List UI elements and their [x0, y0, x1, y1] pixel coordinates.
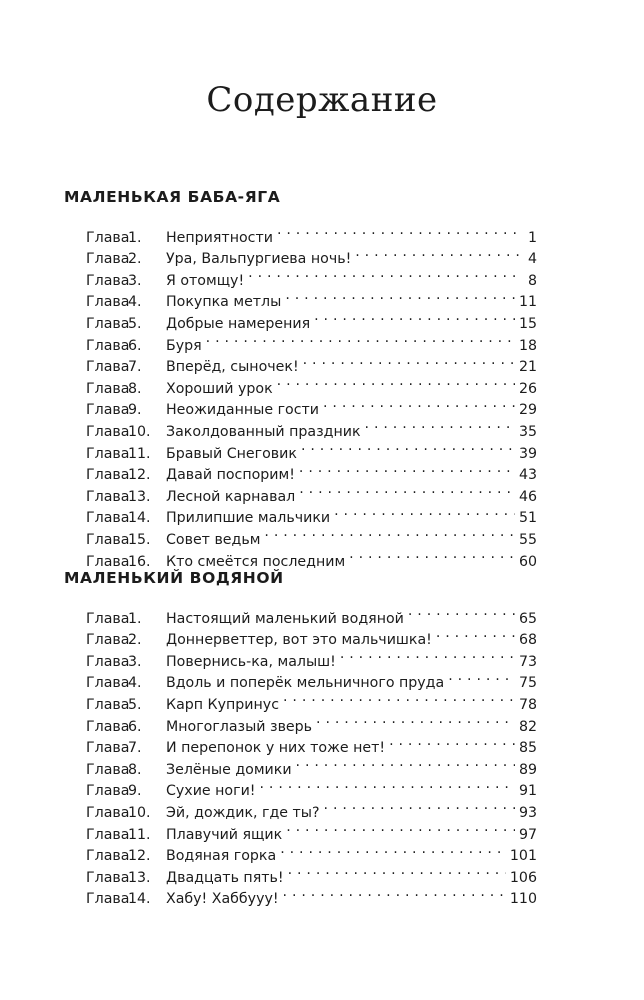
chapter-word: Глава	[86, 869, 130, 886]
chapter-number: 6.	[128, 718, 142, 735]
dot-leader	[323, 393, 515, 415]
chapter-word: Глава	[86, 229, 130, 246]
chapter-number: 15.	[128, 531, 151, 548]
chapter-number: 2.	[128, 251, 142, 268]
chapter-title: Вперёд, сыночек!	[166, 359, 299, 376]
dot-leader	[277, 220, 521, 242]
page-number: 4	[527, 251, 537, 268]
chapter-word: Глава	[86, 251, 130, 268]
page-number: 73	[518, 653, 537, 670]
dot-leader	[448, 666, 515, 688]
dot-leader	[301, 436, 515, 458]
dot-leader	[248, 263, 521, 285]
chapter-word: Глава	[86, 467, 130, 484]
chapter-list	[86, 220, 537, 570]
chapter-word: Глава	[86, 445, 130, 462]
page-number: 82	[518, 718, 537, 735]
chapter-title: Зелёные домики	[166, 761, 292, 778]
chapter-word: Глава	[86, 696, 130, 713]
dot-leader	[316, 709, 515, 731]
chapter-title: Заколдованный праздник	[166, 423, 361, 440]
dot-leader	[349, 544, 515, 566]
page-number: 26	[518, 380, 537, 397]
chapter-word: Глава	[86, 632, 130, 649]
chapter-title: Я отомщу!	[166, 272, 245, 289]
page-number: 97	[518, 826, 537, 843]
chapter-title: Сухие ноги!	[166, 783, 256, 800]
page-number: 18	[518, 337, 537, 354]
page-number: 11	[518, 294, 537, 311]
chapter-number: 6.	[128, 337, 142, 354]
chapter-title: Совет ведьм	[166, 531, 261, 548]
page-number: 78	[518, 696, 537, 713]
chapter-number: 13.	[128, 869, 151, 886]
chapter-number: 4.	[128, 675, 142, 692]
chapter-number: 13.	[128, 488, 151, 505]
dot-leader	[296, 752, 515, 774]
dot-leader	[206, 328, 515, 350]
dot-leader	[299, 458, 515, 480]
chapter-word: Глава	[86, 423, 130, 440]
chapter-title: Карп Купринус	[166, 696, 280, 713]
chapter-title: Кто смеётся последним	[166, 553, 346, 570]
page-number: 1	[527, 229, 537, 246]
chapter-number: 7.	[128, 740, 142, 757]
chapter-word: Глава	[86, 848, 130, 865]
chapter-word: Глава	[86, 653, 130, 670]
page-number: 46	[518, 488, 537, 505]
chapter-title: Ура, Вальпургиева ночь!	[166, 251, 352, 268]
chapter-number: 12.	[128, 848, 151, 865]
page-number: 21	[518, 359, 537, 376]
chapter-title: Давай поспорим!	[166, 467, 295, 484]
page-number: 68	[518, 632, 537, 649]
chapter-number: 2.	[128, 632, 142, 649]
chapter-word: Глава	[86, 359, 130, 376]
page-number: 60	[518, 553, 537, 570]
dot-leader	[264, 522, 515, 544]
chapter-number: 11.	[128, 445, 151, 462]
chapter-number: 14.	[128, 891, 151, 908]
section-malenkiy-vodyanoy	[64, 565, 544, 908]
chapter-number: 8.	[128, 380, 142, 397]
page-number: 35	[518, 423, 537, 440]
section-malenkaya-baba-yaga	[64, 184, 544, 570]
chapter-number: 1.	[128, 610, 142, 627]
chapter-number: 11.	[128, 826, 151, 843]
chapter-number: 10.	[128, 804, 151, 821]
chapter-title: Прилипшие мальчики	[166, 510, 331, 527]
page-number: 93	[518, 804, 537, 821]
chapter-number: 3.	[128, 272, 142, 289]
page-number: 106	[509, 869, 537, 886]
dot-leader	[280, 839, 506, 861]
chapter-title: Многоглазый зверь	[166, 718, 313, 735]
dot-leader	[355, 242, 521, 264]
chapter-word: Глава	[86, 891, 130, 908]
chapter-word: Глава	[86, 553, 130, 570]
chapter-word: Глава	[86, 315, 130, 332]
section-heading: МАЛЕНЬКАЯ БАБА-ЯГА	[64, 188, 281, 206]
dot-leader	[436, 623, 515, 645]
page-number: 110	[509, 891, 537, 908]
chapter-title: Покупка метлы	[166, 294, 282, 311]
chapter-word: Глава	[86, 488, 130, 505]
chapter-word: Глава	[86, 804, 130, 821]
dot-leader	[283, 687, 515, 709]
chapter-word: Глава	[86, 380, 130, 397]
chapter-title: Настоящий маленький водяной	[166, 610, 404, 627]
page-number: 85	[518, 740, 537, 757]
chapter-word: Глава	[86, 402, 130, 419]
chapter-word: Глава	[86, 826, 130, 843]
chapter-number: 7.	[128, 359, 142, 376]
page-title: Содержание	[206, 80, 438, 120]
page-number: 43	[518, 467, 537, 484]
chapter-number: 5.	[128, 696, 142, 713]
chapter-list	[86, 601, 537, 908]
chapter-number: 1.	[128, 229, 142, 246]
dot-leader	[389, 731, 515, 753]
page-number: 75	[518, 675, 537, 692]
chapter-title: Доннерветтер, вот это мальчишка!	[166, 632, 432, 649]
chapter-title: И перепонок у них тоже нет!	[166, 740, 386, 757]
dot-leader	[340, 644, 515, 666]
chapter-word: Глава	[86, 783, 130, 800]
dot-leader	[303, 350, 515, 372]
chapter-title: Двадцать пять!	[166, 869, 284, 886]
chapter-title: Хороший урок	[166, 380, 273, 397]
chapter-title: Повернись-ка, малыш!	[166, 653, 336, 670]
chapter-number: 16.	[128, 553, 151, 570]
toc-entry[interactable]	[86, 220, 537, 246]
chapter-title: Неприятности	[166, 229, 273, 246]
page-number: 65	[518, 610, 537, 627]
page-number: 39	[518, 445, 537, 462]
chapter-word: Глава	[86, 610, 130, 627]
page-number: 91	[518, 783, 537, 800]
chapter-word: Глава	[86, 337, 130, 354]
dot-leader	[408, 601, 515, 623]
page-number: 55	[518, 531, 537, 548]
chapter-title: Бравый Снеговик	[166, 445, 297, 462]
chapter-number: 9.	[128, 402, 142, 419]
page-number: 29	[518, 402, 537, 419]
chapter-number: 5.	[128, 315, 142, 332]
page-number: 15	[518, 315, 537, 332]
chapter-title: Плавучий ящик	[166, 826, 283, 843]
dot-leader	[286, 817, 515, 839]
dot-leader	[365, 414, 515, 436]
dot-leader	[283, 882, 506, 904]
chapter-title: Лесной карнавал	[166, 488, 296, 505]
chapter-word: Глава	[86, 294, 130, 311]
section-heading: МАЛЕНЬКИЙ ВОДЯНОЙ	[64, 569, 284, 587]
dot-leader	[285, 285, 515, 307]
chapter-number: 9.	[128, 783, 142, 800]
chapter-number: 4.	[128, 294, 142, 311]
page-number: 8	[527, 272, 537, 289]
dot-leader	[288, 860, 506, 882]
chapter-title: Водяная горка	[166, 848, 277, 865]
chapter-number: 14.	[128, 510, 151, 527]
dot-leader	[259, 774, 514, 796]
dot-leader	[324, 795, 515, 817]
chapter-number: 10.	[128, 423, 151, 440]
chapter-title: Буря	[166, 337, 202, 354]
chapter-word: Глава	[86, 272, 130, 289]
toc-entry[interactable]	[86, 601, 537, 627]
dot-leader	[314, 306, 515, 328]
chapter-word: Глава	[86, 531, 130, 548]
chapter-word: Глава	[86, 675, 130, 692]
dot-leader	[334, 501, 515, 523]
chapter-word: Глава	[86, 510, 130, 527]
chapter-title: Вдоль и поперёк мельничного пруда	[166, 675, 445, 692]
chapter-number: 12.	[128, 467, 151, 484]
chapter-word: Глава	[86, 740, 130, 757]
chapter-title: Хабу! Хаббууу!	[166, 891, 279, 908]
chapter-word: Глава	[86, 718, 130, 735]
dot-leader	[299, 479, 515, 501]
chapter-number: 3.	[128, 653, 142, 670]
page-number: 51	[518, 510, 537, 527]
chapter-title: Неожиданные гости	[166, 402, 319, 419]
chapter-title: Добрые намерения	[166, 315, 311, 332]
chapter-number: 8.	[128, 761, 142, 778]
page-number: 101	[509, 848, 537, 865]
page-number: 89	[518, 761, 537, 778]
chapter-title: Эй, дождик, где ты?	[166, 804, 320, 821]
chapter-word: Глава	[86, 761, 130, 778]
dot-leader	[277, 371, 515, 393]
